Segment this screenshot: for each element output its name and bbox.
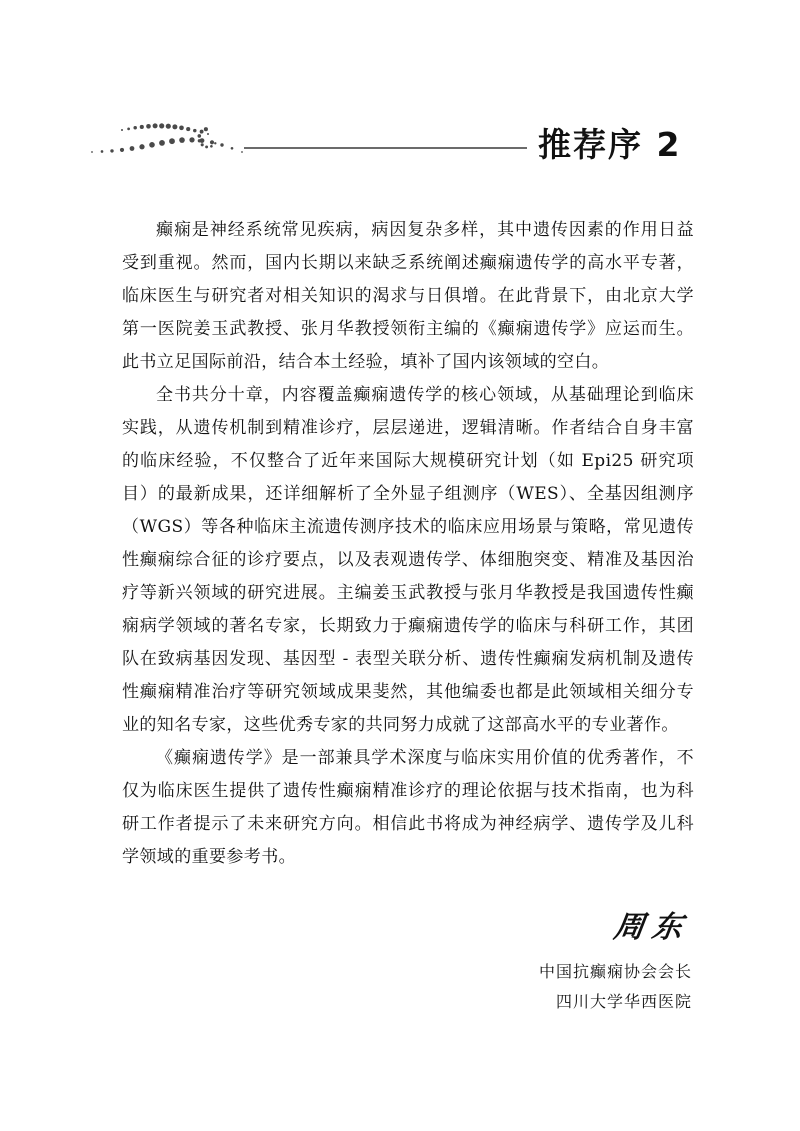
ornament-dot bbox=[186, 127, 190, 131]
paragraph: 全书共分十章，内容覆盖癫痫遗传学的核心领域，从基础理论到临床实践，从遗传机制到精准诊疗，层层递进，逻辑清晰。作者结合自身丰富的临床经验，不仅整合了近年来国际大规模研究计划（如 Epi25 研究项目）的最新成果，还详细解析了全外显子组测序（WES）、全基因组测序（WGS）等各种临床主流遗传测序技术的临床应用场景与策略，常见遗传性癫痫综合征的诊疗要点，以及表观遗传学、体细胞突变、精准及基因治疗等新兴领域的研究进展。主编姜玉武教授与张月华教授是我国遗传性癫痫病学领域的著名专家，长期致力于癫痫遗传学的临床与科研工作，其团队在致病基因发现、基因型 - 表型关联分析、遗传性癫痫发病机制及遗传性癫痫精准治疗等研究领域成果斐然，其他编委也都是此领域相关细分专业的知名专家，这些优秀专家的共同努力成就了这部高水平的专业著作。 bbox=[122, 385, 694, 735]
ornament-dot bbox=[214, 142, 216, 144]
ornament-dot bbox=[110, 149, 113, 152]
affiliation-title: 中国抗癫痫协会会长 bbox=[538, 962, 692, 981]
ornament-dot bbox=[146, 124, 151, 129]
ornament-dot bbox=[169, 138, 175, 144]
ornament-dot bbox=[140, 125, 144, 129]
ornament-dot bbox=[91, 151, 93, 153]
header-rule bbox=[244, 147, 527, 149]
ornament-dot bbox=[210, 140, 214, 144]
ornament-dot bbox=[127, 128, 130, 131]
ornament-dot bbox=[201, 143, 204, 146]
ornament-dot bbox=[204, 127, 208, 131]
ornament-dot bbox=[193, 129, 196, 132]
ornament-dot bbox=[200, 130, 204, 134]
ornament-dot bbox=[133, 126, 136, 129]
ornament-dot bbox=[231, 147, 234, 150]
ornament-dot bbox=[149, 142, 155, 148]
paragraph: 《癫痫遗传学》是一部兼具学术深度与临床实用价值的优秀著作，不仅为临床医生提供了遗传性癫痫精准诊疗的理论依据与技术指南，也为科研工作者提示了未来研究方向。相信此书将成为神经病学、遗传学及儿科学领域的重要参考书。 bbox=[122, 748, 694, 867]
ornament-dot bbox=[241, 151, 243, 153]
ornament-dot bbox=[198, 139, 201, 142]
preface-body bbox=[122, 214, 694, 874]
ornament-dot bbox=[159, 123, 164, 128]
ornament-dot bbox=[101, 150, 104, 153]
ornament-dot bbox=[220, 143, 223, 146]
signature: 周东 bbox=[611, 910, 693, 945]
ornament-dot bbox=[172, 124, 177, 129]
affiliation-institution: 四川大学华西医院 bbox=[555, 992, 692, 1011]
ornament-dot bbox=[153, 123, 158, 128]
ornament-dot bbox=[210, 145, 213, 148]
dotted-swirl-ornament-icon bbox=[86, 118, 246, 168]
ornament-dot bbox=[189, 137, 194, 142]
page-title: 推荐序 2 bbox=[538, 125, 682, 164]
ornament-dot bbox=[139, 144, 144, 149]
ornament-dot bbox=[130, 146, 135, 151]
ornament-dot bbox=[198, 134, 202, 138]
ornament-dot bbox=[179, 137, 185, 143]
ornament-dot bbox=[205, 145, 208, 148]
ornament-dot bbox=[207, 133, 209, 135]
ornament-dot bbox=[179, 125, 184, 130]
paragraph: 癫痫是神经系统常见疾病，病因复杂多样，其中遗传因素的作用日益受到重视。然而，国内长期以来缺乏系统阐述癫痫遗传学的高水平专著，临床医生与研究者对相关知识的渴求与日俱增。在此背景下，由北京大学第一医院姜玉武教授、张月华教授领衔主编的《癫痫遗传学》应运而生。此书立足国际前沿，结合本土经验，填补了国内该领域的空白。 bbox=[122, 220, 694, 372]
ornament-dot bbox=[166, 124, 171, 129]
ornament-dot bbox=[120, 148, 124, 152]
ornament-dot bbox=[121, 129, 123, 131]
ornament-dot bbox=[159, 140, 165, 146]
